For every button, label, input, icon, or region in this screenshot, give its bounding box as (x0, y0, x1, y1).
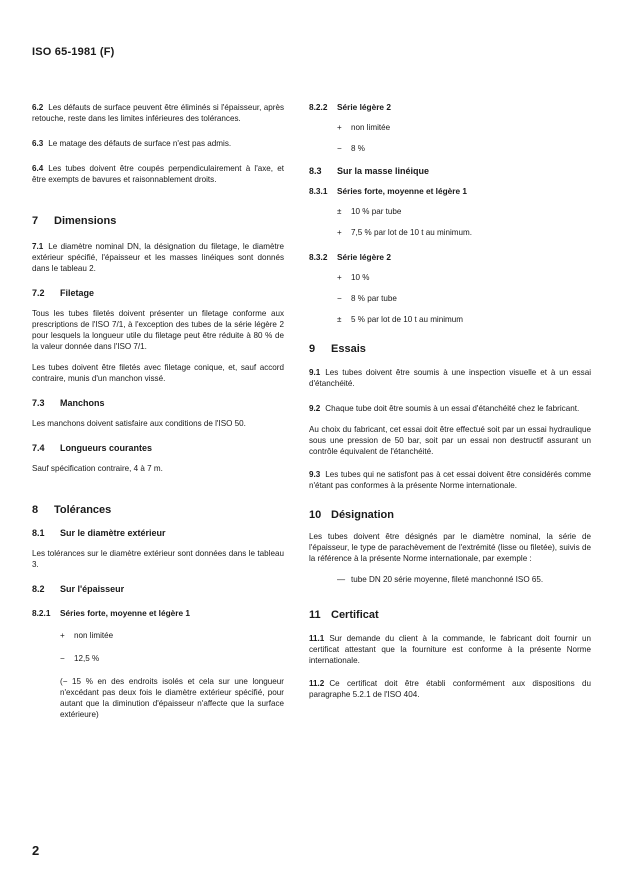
clause-number: 6.3 (32, 139, 44, 148)
left-column (32, 102, 284, 720)
paragraph-10: Les tubes doivent être désignés par le diamètre nominal, la série de l'épaisseur, le type de parachèvement de l'extrémité (lisse ou filetée), suivis de la référence à la présente Norme internationale, par exemple : (309, 532, 591, 563)
document-header: ISO 65-1981 (F) (32, 46, 115, 58)
right-column (309, 102, 591, 700)
clause-6-2 (32, 102, 284, 124)
clause-number: 9.2 (309, 404, 321, 413)
clause-11-2 (309, 678, 591, 700)
subsection-heading-7-2: 7.2 Filetage (32, 288, 95, 298)
clause-number: 11.2 (309, 679, 325, 688)
section-heading-8: 8 Tolérances (32, 504, 112, 516)
subsection-heading-8-3: 8.3 Sur la masse linéique (309, 166, 430, 176)
paragraph-7-3: Les manchons doivent satisfaire aux conditions de l'ISO 50. (32, 419, 246, 428)
clause-number: 7.1 (32, 242, 44, 251)
section-heading-10: 10 Désignation (309, 509, 394, 521)
clause-6-3 (32, 138, 284, 149)
clause-11-1 (309, 633, 591, 666)
clause-text: Sur demande du client à la commande, le fabricant doit fournir un certificat attestant que la fourniture est conforme à la présente Norme internationale. (309, 634, 591, 665)
paragraph-7-2-b: Les tubes doivent être filetés avec filetage conique, et, sauf accord contraire, munis d'un manchon vissé. (32, 363, 284, 383)
tolerance-sign: + (337, 123, 342, 132)
clause-text: Le matage des défauts de surface n'est pas admis. (48, 139, 232, 148)
clause-text: Le diamètre nominal DN, la désignation du filetage, le diamètre extérieur spécifié, l'épaisseur et les masses linéiques sont donnés dans le tableau 2. (32, 242, 284, 273)
clause-text: Les tubes doivent être coupés perpendiculairement à l'axe, et être exempts de bavures et raisonnablement droits. (32, 164, 284, 184)
clause-text: Les défauts de surface peuvent être éliminés si l'épaisseur, après retouche, reste dans les limites inférieures des tolérances. (32, 103, 284, 123)
paragraph-8-1: Les tolérances sur le diamètre extérieur sont données dans le tableau 3. (32, 549, 284, 569)
subsection-heading-7-4: 7.4 Longueurs courantes (32, 443, 153, 453)
paragraph-9-2-b: Au choix du fabricant, cet essai doit être effectué soit par un essai hydraulique sous une pression de 50 bar, soit par un essai non destructif assurant un contrôle équivalent de l'étanchéité. (309, 425, 591, 456)
tolerance-item (309, 206, 591, 217)
subsubsection-heading-8-3-1: 8.3.1 Séries forte, moyenne et légère 1 (309, 186, 468, 196)
clause-9-1 (309, 367, 591, 389)
designation-example (309, 574, 591, 585)
section-heading-11: 11 Certificat (309, 609, 379, 621)
tolerance-item (309, 122, 591, 133)
tolerance-note: (− 15 % en des endroits isolés et cela sur une longueur n'excédant pas deux fois le diamètre extérieur spécifié, pour autant que la diminution d'épaisseur n'affecte que la surface extérieure) (60, 677, 284, 719)
subsubsection-heading-8-2-2: 8.2.2 Série légère 2 (309, 102, 391, 112)
tolerance-value: non limitée (351, 123, 391, 132)
clause-number: 6.4 (32, 164, 44, 173)
section-heading-9: 9 Essais (309, 343, 366, 355)
subsection-heading-7-3: 7.3 Manchons (32, 398, 105, 408)
clause-text: Les tubes doivent être soumis à une inspection visuelle et à un essai d'étanchéité. (309, 368, 591, 388)
tolerance-sign: − (337, 294, 342, 303)
clause-9-3 (309, 469, 591, 491)
clause-text: Ce certificat doit être établi conformément aux dispositions du paragraphe 5.2.1 de l'ISO 404. (309, 679, 591, 699)
subsection-heading-8-1: 8.1 Sur le diamètre extérieur (32, 528, 166, 538)
clause-number: 9.3 (309, 470, 321, 479)
tolerance-item (309, 314, 591, 325)
subsubsection-heading-8-2-1: 8.2.1 Séries forte, moyenne et légère 1 (32, 608, 191, 618)
tolerance-value: 10 % (351, 273, 370, 282)
tolerance-value: 12,5 % (74, 654, 100, 663)
dash-marker: — (337, 575, 346, 584)
tolerance-item (32, 630, 284, 641)
tolerance-item (32, 653, 284, 664)
tolerance-item (309, 227, 591, 238)
tolerance-item (309, 272, 591, 283)
tolerance-sign: ± (337, 315, 342, 324)
clause-text: Les tubes qui ne satisfont pas à cet essai doivent être considérés comme n'étant pas conformes à la présente Norme internationale. (309, 470, 591, 490)
tolerance-value: 7,5 % par lot de 10 t au minimum. (351, 228, 473, 237)
clause-7-1 (32, 241, 284, 274)
clause-6-4 (32, 163, 284, 185)
tolerance-sign: − (337, 144, 342, 153)
tolerance-value: 8 % (351, 144, 365, 153)
tolerance-sign: + (60, 631, 65, 640)
tolerance-sign: + (337, 228, 342, 237)
subsubsection-heading-8-3-2: 8.3.2 Série légère 2 (309, 252, 391, 262)
page-number: 2 (32, 843, 40, 858)
tolerance-sign: − (60, 654, 65, 663)
tolerance-sign: + (337, 273, 342, 282)
section-heading-7: 7 Dimensions (32, 215, 117, 227)
tolerance-sign: ± (337, 207, 342, 216)
clause-text: Chaque tube doit être soumis à un essai d'étanchéité chez le fabricant. (325, 404, 580, 413)
tolerance-item (309, 143, 591, 154)
tolerance-value: 8 % par tube (351, 294, 397, 303)
tolerance-value: 10 % par tube (351, 207, 402, 216)
clause-9-2 (309, 403, 591, 414)
tolerance-value: non limitée (74, 631, 114, 640)
designation-example-text: tube DN 20 série moyenne, fileté manchonné ISO 65. (351, 575, 544, 584)
paragraph-7-4: Sauf spécification contraire, 4 à 7 m. (32, 464, 163, 473)
clause-number: 9.1 (309, 368, 321, 377)
tolerance-item (309, 293, 591, 304)
clause-number: 6.2 (32, 103, 44, 112)
tolerance-value: 5 % par lot de 10 t au minimum (351, 315, 464, 324)
clause-number: 11.1 (309, 634, 325, 643)
subsection-heading-8-2: 8.2 Sur l'épaisseur (32, 584, 125, 594)
paragraph-7-2-a: Tous les tubes filetés doivent présenter un filetage conforme aux prescriptions de l'ISO 7/1, à l'exception des tubes de la série légère 2 pour lesquels la longueur utile du filetage peut être réduite à 80 % de la valeur donnée dans l'ISO 7/1. (32, 309, 284, 351)
